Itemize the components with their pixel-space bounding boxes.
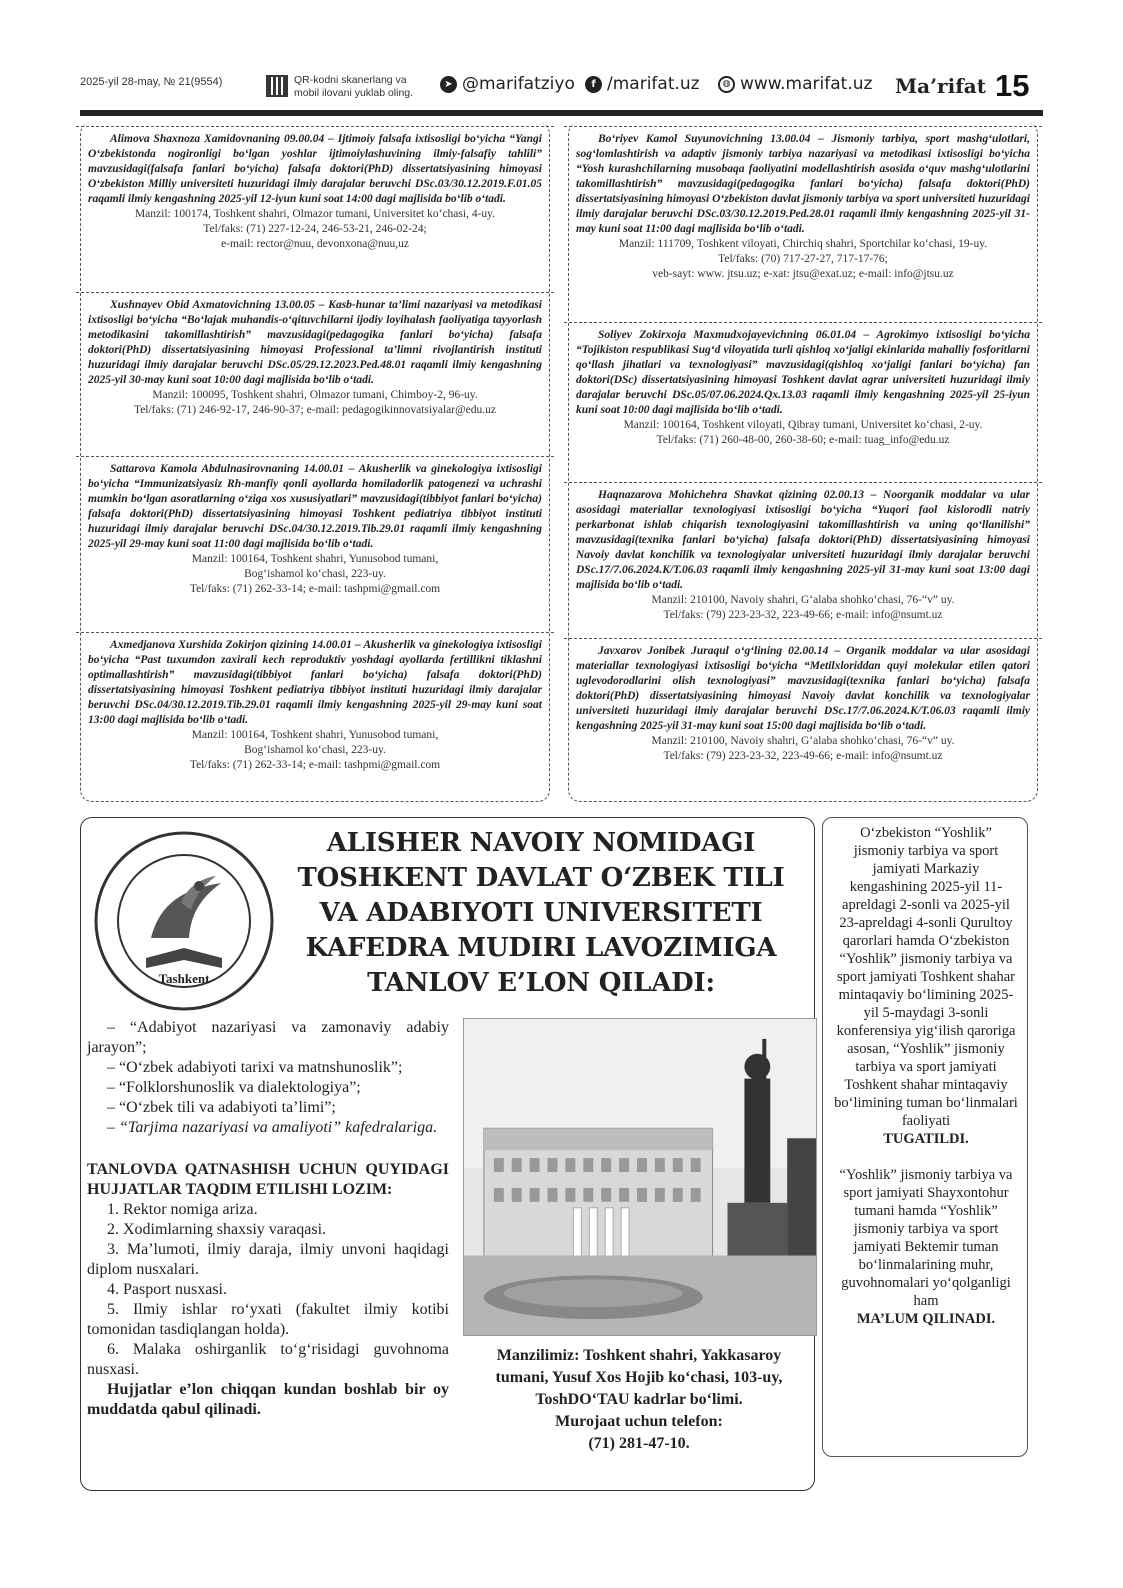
newspaper-brand: Ma’rifat: [895, 74, 986, 98]
header-rule: [80, 110, 1043, 116]
notice-address: Manzil: 100095, Toshkent shahri, Olmazor tumani, Chimboy-2, 96-uy.: [152, 389, 478, 401]
department-item: – “O‘zbek adabiyoti tarixi va matnshunoslik”;: [107, 1059, 403, 1076]
department-item: – “Tarjima nazariyasi va amaliyoti” kafedralariga.: [107, 1119, 438, 1136]
notice-address: Manzil: 100164, Toshkent shahri, Yunusobod tumani,: [191, 553, 439, 565]
qr-code-icon: [266, 75, 288, 97]
yoshlik-notice: [822, 817, 1028, 1457]
notice-text: Haqnazarova Mohichehra Shavkat qizining 02.00.13 – Noorganik moddalar va ular asosidagi materiallar texnologiyasi ixtisosligi bo‘yicha “Yuqori faol kislorodli natriy perkarbonat ishlab chiqarish texnologiyasini takomillashtirish va uning qo‘llanilishi” mavzusidagi(texnika fanlari bo‘yicha) falsafa doktori(PhD) dissertatsiyasining himoyasi Navoiy davlat konchilik va texnologiyalar universiteti huzuridagi ilmiy darajalar beruvchi DSc.17/7.06.2024.K/T.06.03 raqamli ilmiy kengashning 2025-yil 31-may kuni soat 13:00 dagi majlisida bo‘lib o‘tadi.: [576, 489, 1030, 591]
notice: [568, 132, 1038, 282]
yoshlik-notice-text: O‘zbekiston “Yoshlik” jismoniy tarbiya va sport jamiyati Markaziy kengashining 2025-yil 11-apreldagi 2-sonli va 2025-yil 23-apreldagi 4-sonli Qurultoy qarorlari hamda O‘zbekiston “Yoshlik” jismoniy tarbiya va sport jamiyati Toshkent shahar mintaqaviy bo‘limining 2025-yil 5-maydagi 3-sonli konferensiya yig‘ilish qaroriga asosan, “Yoshlik” jismoniy tarbiya va sport jamiyati Toshkent shahar mintaqaviy bo‘limining tuman bo‘linmalari faoliyati: [834, 825, 1018, 1129]
requirements-heading: TANLOVDA QATNASHISH UCHUN QUYIDAGI HUJJATLAR TAQDIM ETILISHI LOZIM:: [87, 1161, 449, 1198]
facebook-icon: f: [585, 76, 602, 93]
announcement-title: ALISHER NAVOIY NOMIDAGI TOSHKENT DAVLAT O‘ZBEK TILI VA ADABIYOTI UNIVERSITETI KAFEDRA MUDIRI LAVOZIMIGA TANLOV E’LON QILADI:: [297, 828, 785, 998]
notice-address: Manzil: 100174, Toshkent shahri, Olmazor tumani, Universitet ko‘chasi, 4-uy.: [134, 208, 496, 220]
department-item: – “O‘zbek tili va adabiyoti ta’limi”;: [107, 1099, 336, 1116]
seal-city-label: Tashkent: [158, 971, 210, 986]
notice-phone: Tel/faks: (71) 227-12-24, 246-53-21, 246-02-24;: [203, 223, 427, 235]
notice: [80, 638, 550, 773]
website-link[interactable]: [718, 74, 872, 94]
requirement-item: 2. Xodimlarning shaxsiy varaqasi.: [107, 1221, 327, 1238]
notice-address-cont: Bog‘ishamol ko‘chasi, 223-uy.: [244, 744, 386, 756]
notice-email: veb-sayt: www. jtsu.uz; e-xat: jtsu@exat.uz; e-mail: info@jtsu.uz: [652, 268, 954, 280]
notice: [568, 644, 1038, 764]
announcement-body: [87, 1018, 449, 1420]
competition-announcement: [80, 817, 815, 1491]
notice: [80, 462, 550, 597]
notice-address: Manzil: 100164, Toshkent shahri, Yunusobod tumani,: [191, 729, 439, 741]
notice: [80, 298, 550, 418]
facebook-link[interactable]: [585, 74, 700, 94]
notice-address: Manzil: 210100, Navoiy shahri, G‘alaba shohko‘chasi, 76-“v” uy.: [651, 735, 955, 747]
notice-address: Manzil: 210100, Navoiy shahri, G‘alaba shohko‘chasi, 76-“v” uy.: [651, 594, 955, 606]
department-item: – “Folklorshunoslik va dialektologiya”;: [107, 1079, 361, 1096]
phone-label: Murojaat uchun telefon:: [555, 1413, 723, 1430]
globe-icon: ◍: [718, 76, 735, 93]
requirement-item: 3. Ma’lumoti, ilmiy daraja, ilmiy unvoni haqidagi diplom nusxalari.: [87, 1241, 449, 1278]
notice-text: Javxarov Jonibek Juraqul o‘g‘lining 02.00.14 – Organik moddalar va ular asosidagi materiallar texnologiyasi ixtisosligi bo‘yicha “Metilxloriddan quyi molekular etilen qatori uglevodorodlarini olish texnologiyasi” mavzusidagi(texnika fanlari bo‘yicha) falsafa doktori(PhD) dissertatsiyasining himoyasi Navoiy davlat konchilik va texnologiyalar universiteti huzuridagi ilmiy darajalar beruvchi DSc.17/7.06.2024.K/T.06.03 raqamli ilmiy kengashning 2025-yil 31-may kuni soat 15:00 dagi majlisida bo‘lib o‘tadi.: [576, 645, 1030, 732]
notice-phone: Tel/faks: (71) 262-33-14; e-mail: tashpmi@gmail.com: [189, 759, 441, 771]
department-item: – “Adabiyot nazariyasi va zamonaviy adabiy jarayon”;: [87, 1019, 449, 1056]
yoshlik-lost-text: “Yoshlik” jismoniy tarbiya va sport jamiyati Shayxontohur tumani hamda “Yoshlik” jismoniy tarbiya va sport jamiyati Bektemir tuman bo‘linmalarining muhr, guvohnomalari yo‘qolganligi ham: [839, 1167, 1013, 1309]
requirement-item: 1. Rektor nomiga ariza.: [107, 1201, 258, 1218]
page-number: 15: [995, 68, 1030, 103]
notice-phone: Tel/faks: (71) 260-48-00, 260-38-60; e-mail: tuag_info@edu.uz: [656, 434, 950, 446]
notice-text: Bo‘riyev Kamol Suyunovichning 13.00.04 – Jismoniy tarbiya, sport mashg‘ulotlari, sog‘lomlashtirish va adaptiv jismoniy tarbiya nazariyasi va metodikasi ixtisosligi bo‘yicha “Yosh kurashchilarning musobaqa faoliyatini modellashtirish asosida o‘quv mashg‘ulotlarini takomillashtirish” mavzusidagi(pedagogika fanlari bo‘yicha) falsafa doktori(PhD) dissertatsiyasining himoyasi O‘zbekiston davlat jismoniy tarbiya va sport universiteti huzuridagi ilmiy darajalar beruvchi DSc.03/30.12.2019.Ped.28.01 raqamli ilmiy kengashning 2025-yil 31-may kuni soat 11:00 dagi majlisida bo‘lib o‘tadi.: [576, 133, 1030, 235]
address-text: Manzilimiz: Toshkent shahri, Yakkasaroy tumani, Yusuf Xos Hojib ko‘chasi, 103-uy, ToshDO‘TAU kadrlar bo‘limi.: [495, 1347, 783, 1408]
yoshlik-notice-status: TUGATILDI.: [883, 1131, 969, 1147]
notice: [568, 488, 1038, 623]
notice-phone: Tel/faks: (71) 262-33-14; e-mail: tashpmi@gmail.com: [189, 583, 441, 595]
issue-date: 2025-yil 28-may, № 21(9554): [80, 76, 223, 88]
notice-text: Axmedjanova Xurshida Zokirjon qizining 14.00.01 – Akusherlik va ginekologiya ixtisosligi bo‘yicha “Past tuxumdon zaxirali kech reproduktiv yoshdagi ayollarda fertillikni tiklashni optimallashtirish” mavzusidagi(tibbiyot fanlari bo‘yicha) falsafa doktori(PhD) dissertatsiyasining himoyasi Toshkent pediatriya tibbiyot instituti huzuridagi ilmiy darajalar beruvchi DSc.04/30.12.2019.Tib.29.01 raqamli ilmiy kengashning 2025-yil 29-may kuni soat 13:00 dagi majlisida bo‘lib o‘tadi.: [88, 639, 542, 726]
notices-left-column: [80, 122, 550, 802]
page-header: [80, 68, 1043, 114]
facebook-handle: /marifat.uz: [607, 74, 700, 94]
notice-phone: Tel/faks: (79) 223-23-32, 223-49-66; e-mail: info@nsumt.uz: [663, 750, 943, 762]
university-seal-logo: [91, 828, 277, 1014]
notice-text: Soliyev Zokirxoja Maxmudxojayevichning 06.01.04 – Agrokimyo ixtisosligi bo‘yicha “Tojikiston respublikasi Sug‘d viloyatida turli qishloq xo‘jaligi ekinlarida mahalliy fosforitlarni qo‘llash jihatlari va texnologiyasi” mavzusidagi(qishloq xo‘jaligi fanlari bo‘yicha) fan doktori(DSc) dissertatsiyasining himoyasi Toshkent davlat agrar universiteti huzuridagi ilmiy darajalar beruvchi DSc.05/07.06.2024.Qx.13.03 raqamli ilmiy kengashning 2025-yil 25-iyun kuni soat 10:00 dagi majlisida bo‘lib o‘tadi.: [576, 329, 1030, 416]
notice-address: Manzil: 100164, Toshkent viloyati, Qibray tumani, Universitet ko‘chasi, 2-uy.: [623, 419, 983, 431]
requirement-item: 4. Pasport nusxasi.: [107, 1281, 227, 1298]
notice: [568, 328, 1038, 448]
telegram-icon: ➤: [440, 76, 457, 93]
notice-phone: Tel/faks: (70) 717-27-27, 717-17-76;: [718, 253, 888, 265]
deadline-note: Hujjatlar e’lon chiqqan kundan boshlab bir oy muddatda qabul qilinadi.: [87, 1381, 449, 1418]
qr-caption: QR-kodni skanerlang va mobil ilovani yuklab oling.: [294, 74, 414, 99]
requirement-item: 6. Malaka oshirganlik to‘g‘risidagi guvohnoma nusxasi.: [87, 1341, 449, 1378]
contact-block: [469, 1345, 809, 1455]
notice-text: Alimova Shaxnoza Xamidovnaning 09.00.04 – Ijtimoiy falsafa ixtisosligi bo‘yicha “Yangi O‘zbekistonda nogironligi bo‘lgan yoshlar ijtimoiylashuvining ilmiy-falsafiy tahlili” mavzusidagi(falsafa fanlari bo‘yicha) falsafa doktori(PhD) dissertatsiyasining himoyasi O‘zbekiston Milliy universiteti huzuridagi ilmiy darajalar beruvchi DSc.03/30.12.2019.F.01.05 raqamli ilmiy kengashning 2025-yil 12-iyun kuni soat 14:00 dagi majlisida bo‘lib o‘tadi.: [88, 133, 542, 205]
notice-text: Sattarova Kamola Abdulnasirovnaning 14.00.01 – Akusherlik va ginekologiya ixtisosligi bo‘yicha “Immunizatsiyasiz Rh-manfiy qonli ayollarda homiladorlik patogenezi va uchrashi mumkin bo‘lgan asoratlarning o‘ziga xos xususiyatlari” mavzusidagi(tibbiyot fanlari bo‘yicha) falsafa doktori(PhD) dissertatsiyasining himoyasi Toshkent pediatriya tibbiyot instituti huzuridagi ilmiy darajalar beruvchi DSc.04/30.12.2019.Tib.29.01 raqamli ilmiy kengashning 2025-yil 29-may kuni soat 11:00 dagi majlisida bo‘lib o‘tadi.: [88, 463, 542, 550]
requirement-item: 5. Ilmiy ishlar ro‘yxati (fakultet ilmiy kotibi tomonidan tasdiqlangan holda).: [87, 1301, 449, 1338]
notices-right-column: [568, 122, 1038, 802]
website-url: www.marifat.uz: [740, 74, 873, 94]
telegram-handle: @marifatziyo: [462, 74, 575, 94]
notice-address: Manzil: 111709, Toshkent viloyati, Chirchiq shahri, Sportchilar ko‘chasi, 19-uy.: [618, 238, 988, 250]
notice: [80, 132, 550, 252]
phone-number: (71) 281-47-10.: [588, 1435, 690, 1452]
telegram-link[interactable]: [440, 74, 575, 94]
notice-phone: Tel/faks: (79) 223-23-32, 223-49-66; e-mail: info@nsumt.uz: [663, 609, 943, 621]
yoshlik-lost-status: MA’LUM QILINADI.: [856, 1311, 996, 1327]
notice-email: e-mail: rector@nuu, devonxona@nuu,uz: [221, 238, 409, 250]
notice-phone: Tel/faks: (71) 246-92-17, 246-90-37; e-mail: pedagogikinnovatsiyalar@edu.uz: [133, 404, 497, 416]
notice-address-cont: Bog‘ishamol ko‘chasi, 223-uy.: [244, 568, 386, 580]
university-building-photo: [463, 1018, 817, 1336]
notice-text: Xushnayev Obid Axmatovichning 13.00.05 – Kasb-hunar ta’limi nazariyasi va metodikasi ixtisosligi bo‘yicha “Bo‘lajak muhandis-o‘qituvchilarni ijodiy loyihalash faoliyatiga tayyorlash metodikasini takomillashtirish” mavzusidagi(pedagogika fanlari bo‘yicha) falsafa doktori(PhD) dissertatsiyasining himoyasi Professional ta’limni rivojlantirish instituti huzuridagi ilmiy darajalar beruvchi DSc.05/29.12.2023.Ped.48.01 raqamli ilmiy kengashning 2025-yil 30-may kuni soat 10:00 dagi majlisida bo‘lib o‘tadi.: [88, 299, 542, 386]
